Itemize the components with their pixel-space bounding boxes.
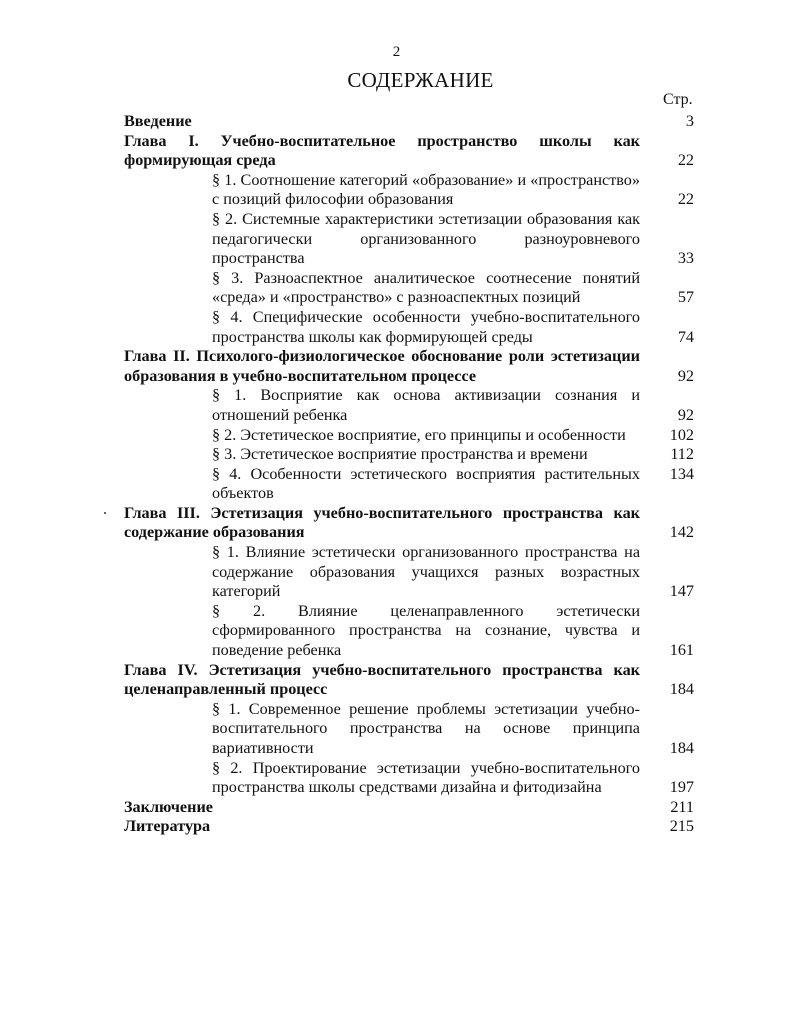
entry-title: Глава I. Учебно-воспитательное пространство школы как формирующая среда bbox=[124, 131, 640, 170]
stray-mark bbox=[104, 512, 106, 514]
toc-chapter-entry bbox=[124, 132, 694, 171]
page-number: 2 bbox=[392, 44, 401, 60]
toc-section-entry bbox=[124, 171, 694, 210]
entry-page-number: 112 bbox=[670, 445, 694, 464]
toc-section-entry bbox=[124, 543, 694, 602]
entry-title: § 3. Эстетическое восприятие пространства и времени bbox=[212, 445, 588, 464]
toc-section-entry bbox=[124, 602, 694, 661]
toc-chapter-entry bbox=[124, 504, 694, 543]
entry-page-number: 161 bbox=[669, 641, 694, 660]
entry-title: § 1. Влияние эстетически организованного пространства на содержание образования учащихся разных возрастных категорий bbox=[212, 543, 640, 601]
entry-title: Заключение bbox=[124, 797, 213, 816]
toc-section-entry bbox=[124, 386, 694, 425]
entry-page-number: 92 bbox=[677, 366, 694, 385]
entry-title: § 1. Современное решение проблемы эстетизации учебно-воспитательного пространства на основе принципа вариативности bbox=[212, 699, 640, 757]
entry-page-number: 147 bbox=[669, 582, 694, 601]
entry-page-number: 211 bbox=[670, 797, 694, 816]
toc-chapter-entry bbox=[124, 347, 694, 386]
toc-chapter-entry bbox=[124, 661, 694, 700]
entry-title: § 1. Восприятие как основа активизации сознания и отношений ребенка bbox=[212, 386, 640, 424]
entry-title: Литература bbox=[124, 817, 211, 836]
entry-title: Глава II. Психолого-физиологическое обоснование роли эстетизации образования в учебно-воспитательном процессе bbox=[124, 347, 640, 385]
entry-title: § 2. Влияние целенаправленного эстетически сформированного пространства на сознание, чувства и поведение ребенка bbox=[212, 601, 640, 660]
entry-page-number: 215 bbox=[669, 817, 694, 836]
entry-title: Глава IV. Эстетизация учебно-воспитательного пространства как целенаправленный процесс bbox=[124, 660, 640, 699]
entry-page-number: 92 bbox=[677, 405, 694, 424]
entry-title: § 2. Системные характеристики эстетизации образования как педагогически организованного разноуровневого пространства bbox=[212, 209, 640, 268]
entry-page-number: 142 bbox=[669, 523, 694, 542]
toc-section-entry bbox=[124, 759, 694, 798]
entry-page-number: 33 bbox=[677, 249, 694, 268]
toc-section-entry bbox=[124, 269, 694, 308]
entry-page-number: 57 bbox=[677, 288, 694, 307]
toc-chapter-entry bbox=[124, 817, 694, 837]
table-of-contents bbox=[124, 112, 694, 837]
entry-title: § 4. Специфические особенности учебно-воспитательного пространства школы как формирующей среды bbox=[212, 307, 640, 346]
toc-section-entry bbox=[124, 465, 694, 504]
entry-title: § 3. Разноаспектное аналитическое соотнесение понятий «среда» и «пространство» с разноаспектных позиций bbox=[212, 268, 640, 307]
toc-section-entry bbox=[124, 700, 694, 759]
entry-page-number: 22 bbox=[677, 190, 694, 209]
entry-page-number: 3 bbox=[685, 112, 694, 130]
entry-page-number: 102 bbox=[669, 425, 694, 444]
entry-title: Глава III. Эстетизация учебно-воспитательного пространства как содержание образования bbox=[124, 503, 640, 542]
entry-page-number: 22 bbox=[677, 151, 694, 170]
toc-section-entry bbox=[124, 426, 694, 446]
entry-title: § 4. Особенности эстетического восприятия растительных объектов bbox=[212, 464, 640, 503]
toc-chapter-entry bbox=[124, 112, 694, 132]
page-column-label: Стр. bbox=[663, 91, 693, 108]
entry-title: § 1. Соотношение категорий «образование» и «пространство» с позиций философии образования bbox=[212, 170, 640, 209]
toc-section-entry bbox=[124, 308, 694, 347]
entry-title: Введение bbox=[124, 112, 192, 130]
toc-section-entry bbox=[124, 210, 694, 269]
toc-chapter-entry bbox=[124, 798, 694, 818]
entry-page-number: 184 bbox=[669, 739, 694, 757]
entry-page-number: 197 bbox=[669, 778, 694, 797]
entry-page-number: 74 bbox=[677, 327, 694, 346]
page-title: СОДЕРЖАНИЕ bbox=[347, 68, 494, 92]
entry-page-number: 184 bbox=[669, 680, 694, 699]
toc-section-entry bbox=[124, 445, 694, 465]
entry-title: § 2. Проектирование эстетизации учебно-воспитательного пространства школы средствами дизайна и фитодизайна bbox=[212, 758, 640, 797]
entry-title: § 2. Эстетическое восприятие, его принципы и особенности bbox=[212, 425, 626, 444]
entry-page-number: 134 bbox=[669, 464, 694, 483]
